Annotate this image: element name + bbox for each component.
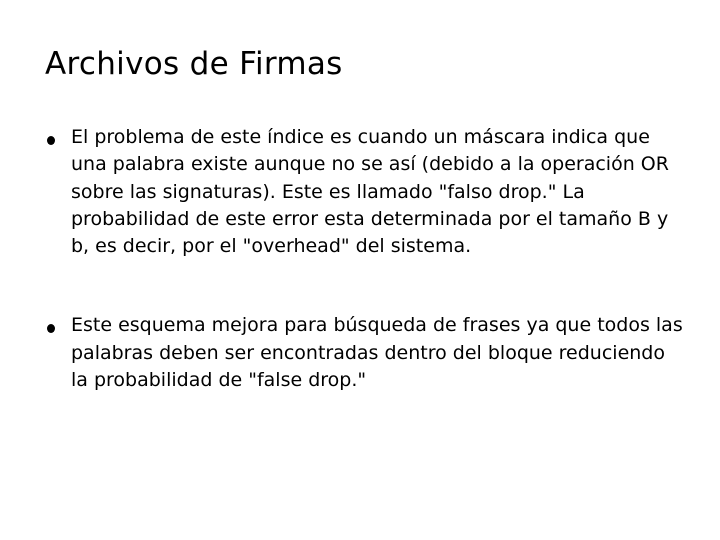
bullet-list	[45, 124, 685, 394]
bullet-text: El problema de este índice es cuando un máscara indica que una palabra existe aunque no se así (debido a la operación OR sobre las signaturas). Este es llamado "falso drop." La probabilidad de este error esta determinada por el tamaño B y b, es decir, por el "overhead" del sistema.	[71, 126, 669, 258]
bullet-dot-icon	[47, 324, 55, 333]
bullet-text: Este esquema mejora para búsqueda de frases ya que todos las palabras deben ser encontradas dentro del bloque reduciendo la probabilidad de "false drop."	[71, 314, 683, 392]
slide-title: Archivos de Firmas	[45, 46, 343, 82]
bullet-item	[45, 124, 685, 260]
bullet-item	[45, 312, 685, 394]
bullet-dot-icon	[47, 136, 55, 145]
